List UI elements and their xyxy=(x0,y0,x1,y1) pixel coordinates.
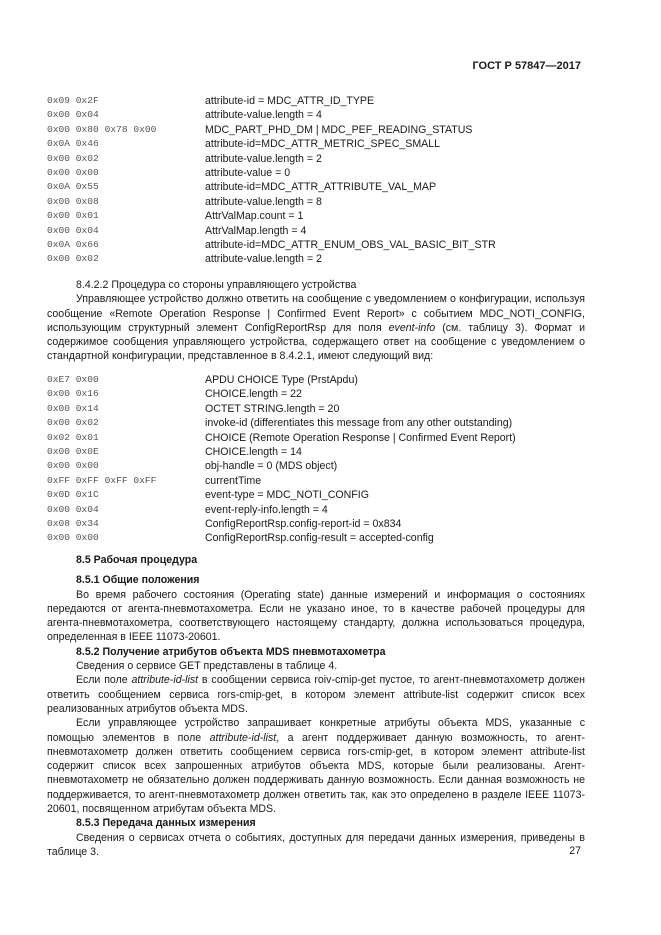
field-description: ConfigReportRsp.config-result = accepted-config xyxy=(205,532,434,545)
hex-bytes: 0x00 0x00 xyxy=(47,166,99,178)
field-description: attribute-id=MDC_ATTR_ATTRIBUTE_VAL_MAP xyxy=(205,181,437,194)
hex-bytes: 0x00 0x02 xyxy=(47,253,99,265)
field-description: CHOICE.length = 22 xyxy=(205,388,302,401)
paragraph-8-5-3: Сведения о сервисах отчета о событиях, доступных для передачи данных измерения, приведены в таблице 3. xyxy=(47,831,585,858)
field-description: ConfigReportRsp.config-report-id = 0x834 xyxy=(205,517,402,530)
field-description: CHOICE (Remote Operation Response | Confirmed Event Report) xyxy=(205,431,516,444)
code-row xyxy=(47,474,587,488)
field-description: attribute-value.length = 2 xyxy=(205,152,322,165)
hex-bytes: 0x00 0x02 xyxy=(47,152,99,164)
field-description: MDC_PART_PHD_DM | MDC_PEF_READING_STATUS xyxy=(205,123,473,136)
hex-bytes: 0x0A 0x46 xyxy=(47,138,99,150)
hex-bytes: 0x00 0x04 xyxy=(47,224,99,236)
hex-bytes: 0x0A 0x55 xyxy=(47,181,99,193)
standard-header: ГОСТ Р 57847—2017 xyxy=(472,60,581,72)
code-row xyxy=(47,531,587,545)
code-row xyxy=(47,459,587,473)
hex-bytes: 0xE7 0x00 xyxy=(47,374,99,385)
field-description: attribute-id=MDC_ATTR_METRIC_SPEC_SMALL xyxy=(205,138,440,151)
code-row xyxy=(47,431,587,445)
hex-bytes: 0x02 0x01 xyxy=(47,431,99,443)
code-row xyxy=(47,503,587,517)
code-row xyxy=(47,402,587,416)
section-8-4-2-2 xyxy=(47,278,585,364)
field-description: obj-handle = 0 (MDS object) xyxy=(205,460,338,473)
code-row xyxy=(47,517,587,531)
paragraph-8-5-2-3: Если управляющее устройство запрашивает конкретные атрибуты объекта MDS, указанные с помощью элементов в поле attribute-id-list, а агент поддерживает данную возможность, то агент-пневмотахометр должен ответить сообщением сервиса rors-cmip-get, в котором элемент attribute-list содержит список всех запрошенных атрибутов объекта MDS, которые были реализованы. Агент-пневмотахометр не обязательно должен поддерживать данную возможность. Если данная возможность не поддерживается, то агент-пневмотахометр должен ответить так, как это определено в разделе IEEE 11073-20601, посвященном атрибутам объекта MDS. xyxy=(47,717,585,816)
hex-bytes: 0x00 0x02 xyxy=(47,417,99,429)
page-number: 27 xyxy=(569,845,581,857)
hex-bytes: 0x00 0x01 xyxy=(47,210,99,222)
field-description: attribute-value.length = 4 xyxy=(205,109,322,122)
field-description: invoke-id (differentiates this message from any other outstanding) xyxy=(205,417,513,430)
field-description: AttrValMap.count = 1 xyxy=(205,210,304,223)
hex-bytes: 0x00 0x00 xyxy=(47,460,99,472)
field-description: APDU CHOICE Type (PrstApdu) xyxy=(205,374,358,386)
code-row xyxy=(47,152,587,166)
hex-bytes: 0x00 0x04 xyxy=(47,503,99,515)
hex-bytes: 0xFF 0xFF 0xFF 0xFF xyxy=(47,474,157,486)
hex-bytes: 0x00 0x04 xyxy=(47,109,99,121)
field-description: attribute-id=MDC_ATTR_ENUM_OBS_VAL_BASIC_BIT_STR xyxy=(205,238,496,251)
hex-bytes: 0x0A 0x66 xyxy=(47,238,99,250)
code-row xyxy=(47,180,587,194)
code-row xyxy=(47,209,587,223)
code-row xyxy=(47,373,587,387)
section-heading-8-5-1: 8.5.1 Общие положения xyxy=(76,574,200,587)
field-description: currentTime xyxy=(205,474,262,487)
section-heading-8-5: 8.5 Рабочая процедура xyxy=(76,554,198,566)
paragraph-8-5-2-1: Сведения о сервисе GET представлены в таблице 4. xyxy=(76,660,338,673)
hex-bytes: 0x00 0x08 xyxy=(47,195,99,207)
section-heading-8-4-2-2: 8.4.2.2 Процедура со стороны управляющего устройства xyxy=(76,279,357,291)
hex-dump-block-2 xyxy=(47,373,587,546)
section-heading-8-5-2: 8.5.2 Получение атрибутов объекта MDS пневмотахометра xyxy=(76,645,386,658)
field-description: AttrValMap.length = 4 xyxy=(205,224,307,237)
field-description: attribute-value.length = 2 xyxy=(205,253,322,266)
code-row xyxy=(47,224,587,238)
code-row xyxy=(47,166,587,180)
code-row xyxy=(47,123,587,137)
code-row xyxy=(47,445,587,459)
field-description: OCTET STRING.length = 20 xyxy=(205,402,340,415)
field-description: event-reply-info.length = 4 xyxy=(205,503,328,516)
field-description: attribute-value.length = 8 xyxy=(205,195,322,208)
hex-bytes: 0x0D 0x1C xyxy=(47,489,99,501)
code-row xyxy=(47,416,587,430)
hex-bytes: 0x00 0x80 0x78 0x00 xyxy=(47,123,157,135)
code-row xyxy=(47,108,587,122)
code-row xyxy=(47,137,587,151)
section-heading-8-5-3: 8.5.3 Передача данных измерения xyxy=(76,817,256,830)
hex-bytes: 0x09 0x2F xyxy=(47,95,99,106)
section-8-5 xyxy=(47,553,585,859)
paragraph-8-5-2-2: Если поле attribute-id-list в сообщении сервиса roiv-cmip-get пустое, то агент-пневмотахометр должен ответить сообщением сервиса rors-cmip-get, в котором элемент attribute-list содержит список всех реализованных атрибутов объекта MDS. xyxy=(47,674,585,715)
paragraph-8-4-2-2: Управляющее устройство должно ответить на сообщение с уведомлением о конфигурации, используя сообщение «Remote Operation Response | Confirmed Event Report» с событием MDC_NOTI_CONFIG, использующим структурный элемент ConfigReportRsp для поля event-info (см. таблицу 3). Формат и содержимое сообщения управляющего устройства, содержащего ответ на сообщение с уведомлением о стандартной конфигурации, представленное в 8.4.2.1, имеют следующий вид: xyxy=(47,293,586,363)
hex-bytes: 0x00 0x00 xyxy=(47,532,99,544)
hex-bytes: 0x00 0x0E xyxy=(47,445,99,457)
code-row xyxy=(47,195,587,209)
hex-bytes: 0x00 0x16 xyxy=(47,388,99,400)
hex-dump-block-1 xyxy=(47,94,587,267)
hex-bytes: 0x08 0x34 xyxy=(47,517,99,529)
field-description: CHOICE.length = 14 xyxy=(205,445,302,458)
field-description: event-type = MDC_NOTI_CONFIG xyxy=(205,489,369,502)
code-row xyxy=(47,94,587,108)
hex-bytes: 0x00 0x14 xyxy=(47,402,99,414)
code-row xyxy=(47,252,587,266)
code-row xyxy=(47,488,587,502)
field-description: attribute-id = MDC_ATTR_ID_TYPE xyxy=(205,95,375,107)
paragraph-8-5-1: Во время рабочего состояния (Operating state) данные измерений и информация о состояниях передаются от агента-пневмотахометра. Если не указано иное, то в качестве рабочей процедуры для агента-пневмотахометра, соответствующего настоящему стандарту, должна использоваться процедура, определенная в IEEE 11073-20601. xyxy=(47,588,585,644)
code-row xyxy=(47,387,587,401)
code-row xyxy=(47,238,587,252)
field-description: attribute-value = 0 xyxy=(205,166,291,179)
